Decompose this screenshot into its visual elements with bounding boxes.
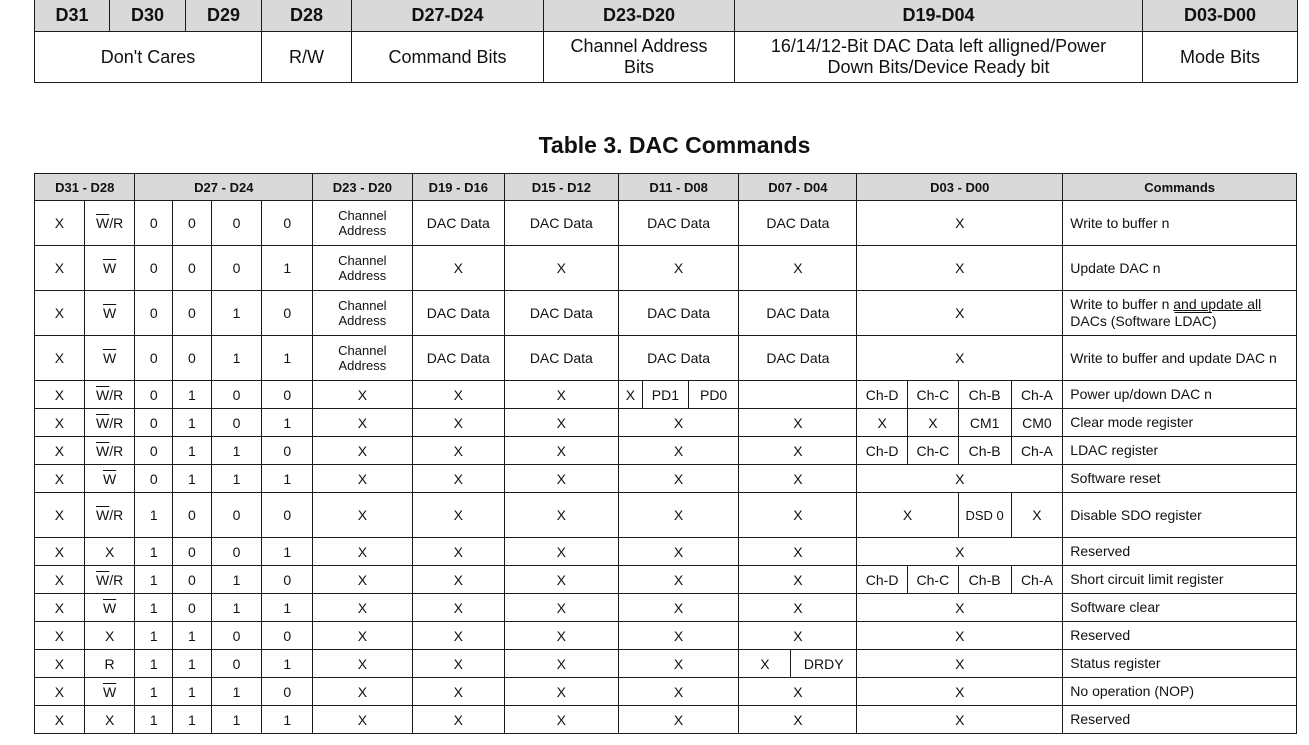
header-cell: D03-D00 [1143,0,1298,32]
table-cell: DSD 0 [958,493,1011,538]
table-cell: 0 [135,437,173,465]
table-cell: 1 [173,381,212,409]
command-row [35,566,1297,594]
table-cell: X [857,622,1063,650]
table-cell: Channel Address [313,291,412,336]
rw-cell: $\overline{W}$ [84,246,135,291]
table-cell: X [857,465,1063,493]
table-cell: X [412,246,504,291]
table-cell: 1 [262,650,313,678]
table-cell: X [739,650,791,678]
table-cell: 0 [211,493,262,538]
table-cell: Ch-B [958,437,1011,465]
table-cell: 1 [211,336,262,381]
table-cell: X [35,493,85,538]
command-row [35,291,1297,336]
command-description: Disable SDO register [1063,493,1297,538]
table-cell: 1 [173,409,212,437]
table-cell: X [857,246,1063,291]
table-cell: 0 [173,336,212,381]
table-cell: PD1 [643,381,689,409]
table-cell: 0 [262,437,313,465]
table-cell: X [504,622,618,650]
write-bar-text: $\overline{W}$ [96,571,110,588]
table-cell: 0 [262,678,313,706]
table-cell: X [857,493,959,538]
table-cell: 0 [135,465,173,493]
table-cell: Ch-D [857,566,908,594]
table-cell: R [84,650,135,678]
table-cell: 0 [211,538,262,566]
table-cell: 1 [135,706,173,734]
header-cell: D11 - D08 [618,174,739,201]
table-cell: 0 [173,594,212,622]
table-cell: X [35,336,85,381]
header-cell: D28 [262,0,352,32]
table-cell: DAC Data [739,336,857,381]
table-cell: X [504,538,618,566]
table-cell: 0 [135,291,173,336]
table-cell: 1 [211,437,262,465]
table-cell: X [412,706,504,734]
register-header-row [35,0,1298,32]
table-cell: 0 [173,246,212,291]
table-cell: X [504,437,618,465]
table-cell: X [412,538,504,566]
table-cell: X [35,594,85,622]
table-cell: DAC Data [739,291,857,336]
table-cell: 0 [211,622,262,650]
table-cell: Channel Address [313,336,412,381]
table-cell: X [313,538,412,566]
register-field-row [35,32,1298,83]
table-cell: DAC Data [618,336,739,381]
table-cell: 0 [211,381,262,409]
header-cell: D23 - D20 [313,174,412,201]
table-cell: X [739,246,857,291]
header-cell: D15 - D12 [504,174,618,201]
table-cell: X [504,650,618,678]
table-cell: 1 [262,594,313,622]
table-cell: X [739,493,857,538]
table-cell: X [618,493,739,538]
table-cell: 1 [211,594,262,622]
table-cell: 0 [173,201,212,246]
table-cell: 1 [262,465,313,493]
table-cell: X [504,566,618,594]
rw-cell: $\overline{W}$ [84,291,135,336]
header-cell: D29 [186,0,262,32]
table-cell: 0 [135,201,173,246]
table-cell: 0 [211,246,262,291]
table-cell: DAC Data [412,201,504,246]
table-cell: X [35,381,85,409]
write-bar-text: $\overline{W}$ [96,215,110,231]
table-cell: Ch-A [1011,381,1063,409]
read-suffix-text: /R [109,442,124,459]
table-cell: 1 [262,706,313,734]
command-description: Status register [1063,650,1297,678]
command-row [35,706,1297,734]
command-text-part: DACs (Software [1070,313,1175,329]
table-cell: X [412,493,504,538]
write-bar-text: $\overline{W}$ [96,507,110,523]
table-cell: X [857,201,1063,246]
command-row [35,409,1297,437]
table-cell: X [618,650,739,678]
table-cell: X [739,437,857,465]
write-bar-text: $\overline{W}$ [96,386,110,403]
table-cell: X [412,678,504,706]
table-cell: X [313,650,412,678]
field-cell: Channel Address Bits [544,32,735,83]
command-row [35,246,1297,291]
table-cell: X [739,409,857,437]
table-cell: X [739,622,857,650]
table-cell: X [313,622,412,650]
header-cell: D03 - D00 [857,174,1063,201]
field-cell: Command Bits [352,32,544,83]
rw-cell [84,201,135,246]
table-cell: X [857,538,1063,566]
command-description: Reserved [1063,622,1297,650]
command-text-part: ) [1211,313,1217,329]
table-cell: X [313,678,412,706]
table-cell: 1 [135,493,173,538]
table-cell: 0 [262,493,313,538]
rw-cell: $\overline{W}$ [84,678,135,706]
table-cell: 1 [135,650,173,678]
table-cell: X [35,409,85,437]
table-cell: 0 [262,291,313,336]
header-cell: D31 [35,0,110,32]
table-cell: X [412,650,504,678]
table-cell: Ch-B [958,381,1011,409]
header-cell: D19-D04 [735,0,1143,32]
table-cell: 0 [173,291,212,336]
table-cell: 0 [262,201,313,246]
table-cell: DAC Data [618,201,739,246]
table-cell: 1 [135,678,173,706]
table-cell: 0 [211,650,262,678]
table-cell: Ch-C [907,566,958,594]
table-cell: 1 [211,291,262,336]
table-cell: Channel Address [313,246,412,291]
header-cell: D19 - D16 [412,174,504,201]
table-cell: 1 [173,650,212,678]
command-description: Short circuit limit register [1063,566,1297,594]
command-row [35,650,1297,678]
table-cell: 1 [211,706,262,734]
table-cell: DAC Data [412,291,504,336]
dac-commands-table [34,173,1297,734]
table-cell: X [618,678,739,706]
table-cell: X [618,246,739,291]
table-cell: Ch-A [1011,437,1063,465]
table-cell: Ch-B [958,566,1011,594]
field-cell: R/W [262,32,352,83]
header-cell: D23-D20 [544,0,735,32]
table-cell: X [739,538,857,566]
table-cell: X [35,678,85,706]
table-cell: 1 [262,246,313,291]
command-row [35,493,1297,538]
read-suffix-text: /R [109,414,124,431]
command-text-part: Write to buffer n [1070,296,1174,312]
field-cell: 16/14/12-Bit DAC Data left alligned/Power Down Bits/Device Ready bit [735,32,1143,83]
table-cell: X [313,594,412,622]
table-cell: X [907,409,958,437]
read-suffix-text: /R [109,571,124,588]
table-title: Table 3. DAC Commands [538,132,811,158]
table-cell: X [857,594,1063,622]
command-row [35,201,1297,246]
table-cell: DAC Data [504,201,618,246]
table-cell: 1 [262,336,313,381]
write-bar-text: $\overline{W}$ [96,442,110,459]
read-suffix-text: /R [109,215,124,231]
rw-cell: $\overline{W}$ [84,594,135,622]
rw-cell [84,409,135,437]
command-description: Write to buffer n [1063,201,1297,246]
table-cell: X [35,291,85,336]
table-cell: Ch-D [857,381,908,409]
command-description: LDAC register [1063,437,1297,465]
table-cell: X [35,465,85,493]
table-cell: X [857,706,1063,734]
table-cell: X [504,409,618,437]
table-cell: X [618,437,739,465]
table-cell: CM0 [1011,409,1063,437]
table-cell: X [84,538,135,566]
command-row [35,465,1297,493]
rw-cell: $\overline{W}$ [84,465,135,493]
command-text-part: and update all [1173,296,1262,312]
table-cell: X [739,706,857,734]
table-cell: X [35,622,85,650]
table-cell: DAC Data [504,336,618,381]
table-cell: X [313,566,412,594]
table-cell: X [857,650,1063,678]
table-cell: X [313,381,412,409]
rw-cell [84,566,135,594]
table-cell: X [504,706,618,734]
table-cell: Ch-A [1011,566,1063,594]
header-cell: D27 - D24 [135,174,313,201]
table-cell: X [313,409,412,437]
table-cell: X [739,594,857,622]
table-cell: 1 [262,538,313,566]
table-cell: X [412,622,504,650]
command-description: Software reset [1063,465,1297,493]
table-cell: X [504,493,618,538]
table-cell: X [504,678,618,706]
table-cell: Channel Address [313,201,412,246]
table-cell: X [412,381,504,409]
table-cell: X [618,409,739,437]
command-row [35,622,1297,650]
table-cell: 1 [173,622,212,650]
rw-cell [84,493,135,538]
field-cell: Don't Cares [35,32,262,83]
command-row [35,538,1297,566]
table-cell: X [313,465,412,493]
table-cell: X [504,246,618,291]
command-description: No operation (NOP) [1063,678,1297,706]
rw-cell: $\overline{W}$ [84,336,135,381]
table-cell: X [504,465,618,493]
table-cell: X [857,409,908,437]
table-cell: X [412,409,504,437]
table-cell: DRDY [791,650,857,678]
table-cell: X [618,465,739,493]
table-cell: X [35,706,85,734]
table-cell: X [412,465,504,493]
table-cell: X [84,706,135,734]
field-cell: Mode Bits [1143,32,1298,83]
table-cell: X [35,650,85,678]
table-cell: 1 [211,566,262,594]
command-description: Power up/down DAC n [1063,381,1297,409]
table-cell: X [618,594,739,622]
table-cell: X [84,622,135,650]
table-cell: X [857,678,1063,706]
table-cell: X [504,381,618,409]
rw-cell [84,381,135,409]
command-description: Software clear [1063,594,1297,622]
table-cell: 0 [262,566,313,594]
header-cell: D27-D24 [352,0,544,32]
table-cell: 1 [135,538,173,566]
table-cell: DAC Data [504,291,618,336]
table-cell: 1 [173,437,212,465]
table-cell: CM1 [958,409,1011,437]
table-cell: X [618,538,739,566]
read-suffix-text: /R [109,507,124,523]
table-cell: 1 [262,409,313,437]
table-cell: X [504,594,618,622]
table-cell: DAC Data [739,201,857,246]
table-cell: 0 [173,493,212,538]
table-cell: X [35,201,85,246]
table-cell: X [739,465,857,493]
table-cell: X [35,566,85,594]
table-cell: 0 [211,409,262,437]
table-cell: 1 [173,465,212,493]
table-cell: Ch-C [907,437,958,465]
table-cell: X [857,291,1063,336]
table-cell: 1 [211,465,262,493]
empty-cell [739,381,857,409]
table-cell: DAC Data [412,336,504,381]
table-cell: X [35,538,85,566]
table-cell: X [412,437,504,465]
table-cell: 1 [173,706,212,734]
table-cell: 0 [262,381,313,409]
command-row [35,678,1297,706]
command-row [35,336,1297,381]
table-cell: X [313,437,412,465]
command-description: Write to buffer and update DAC n [1063,336,1297,381]
table-cell: 0 [173,538,212,566]
table-cell: X [412,594,504,622]
table-cell: 0 [135,381,173,409]
table-cell: X [618,381,642,409]
table-cell: X [1011,493,1063,538]
table-cell: X [618,622,739,650]
table-cell: X [618,566,739,594]
table-cell: Ch-C [907,381,958,409]
rw-cell [84,437,135,465]
write-bar-text: $\overline{W}$ [96,414,110,431]
table-cell: X [35,437,85,465]
table-cell: 0 [135,246,173,291]
command-row [35,381,1297,409]
table-cell: Ch-D [857,437,908,465]
table-cell: PD0 [688,381,739,409]
table-cell: X [35,246,85,291]
command-text-part: LDAC [1174,313,1212,329]
table-cell: 0 [135,409,173,437]
command-description [1063,291,1297,336]
command-description: Reserved [1063,706,1297,734]
table-cell: X [313,706,412,734]
table-cell: X [857,336,1063,381]
command-description: Clear mode register [1063,409,1297,437]
command-row [35,594,1297,622]
table-cell: X [313,493,412,538]
table-cell: 0 [173,566,212,594]
read-suffix-text: /R [109,386,124,403]
command-description: Update DAC n [1063,246,1297,291]
header-cell: D31 - D28 [35,174,135,201]
table-cell: 0 [262,622,313,650]
table-cell: 1 [135,622,173,650]
header-cell: Commands [1063,174,1297,201]
table-cell: 1 [211,678,262,706]
table-cell: 0 [211,201,262,246]
register-format-table [34,0,1298,83]
command-row [35,437,1297,465]
table-cell: X [618,706,739,734]
commands-header-row [35,174,1297,201]
table-cell: 0 [135,336,173,381]
header-cell: D07 - D04 [739,174,857,201]
header-cell: D30 [110,0,186,32]
table-cell: X [412,566,504,594]
table-cell: DAC Data [618,291,739,336]
table-cell: 1 [135,594,173,622]
command-description: Reserved [1063,538,1297,566]
table-cell: X [739,678,857,706]
table-cell: 1 [173,678,212,706]
table-cell: 1 [135,566,173,594]
table-cell: X [739,566,857,594]
